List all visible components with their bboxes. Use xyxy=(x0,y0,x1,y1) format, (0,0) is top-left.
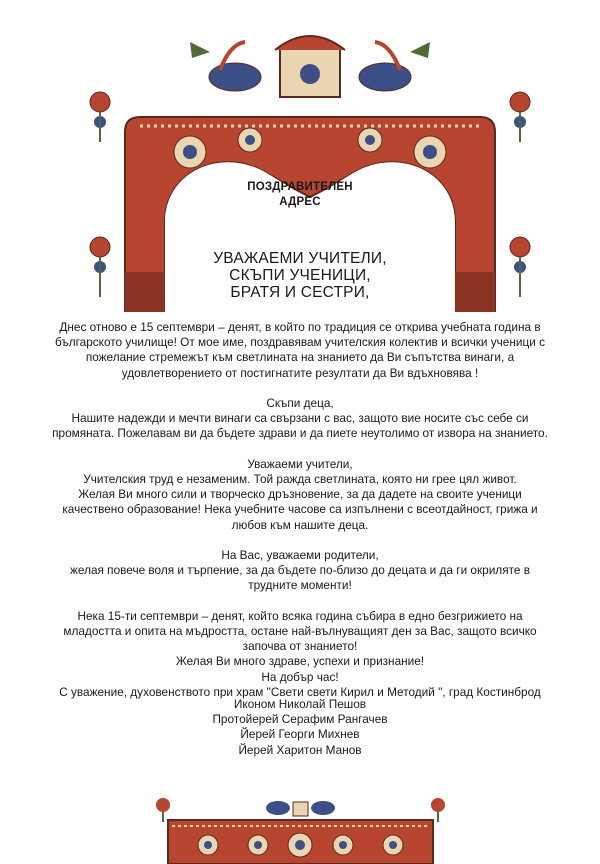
text-line: промяната. Пожелавам ви да бъдете здрави и да пиете неутолимо от извора на знанието. xyxy=(52,426,548,441)
text-line: Нека 15-ти септември – денят, който всяка година събира в едно безгрижието на xyxy=(77,608,523,623)
text-line: Скъпи деца, xyxy=(266,396,334,410)
greeting-block xyxy=(150,250,450,301)
signature-line: Иконом Николай Пешов xyxy=(233,697,367,711)
signature-line: Йерей Харитон Манов xyxy=(238,742,362,757)
text-line: На Вас, уважаеми родители, xyxy=(221,548,379,562)
text-line: Желая Ви много здраве, успехи и признание! xyxy=(175,654,425,669)
text-line: удовлетворението от постигнатите резултати да Ви вдъхновява ! xyxy=(121,365,479,380)
signatures-block xyxy=(150,697,450,758)
signature-line: Йерей Георги Михнев xyxy=(240,727,360,742)
text-line: желая повече воля и търпение, за да бъдете по-близо до децата и да ги окриляте в xyxy=(70,563,530,578)
paragraph-intro xyxy=(20,320,580,381)
address-heading xyxy=(200,180,400,210)
text-line: Нашите надежди и мечти винаги са свързани с вас, защото вие носите със себе си xyxy=(71,411,529,426)
text-line: Днес отново е 15 септември – денят, в който по традиция се открива учебната година в xyxy=(59,320,541,334)
letter-body xyxy=(20,320,580,700)
paragraph-teachers xyxy=(20,457,580,533)
signature-line: Протойерей Серафим Рангачев xyxy=(212,712,388,727)
text-line: трудните моменти! xyxy=(248,578,352,593)
paragraph-closing xyxy=(20,609,580,700)
paragraph-parents xyxy=(20,548,580,594)
text-line: качествено образование! Нека учебните часове са изпълнени с всеотдайност, грижа и xyxy=(62,502,538,517)
ornamental-footer-illustration xyxy=(148,790,453,864)
text-line: българското училище! От мое име, поздравявам учителския колектив и всички ученици с xyxy=(55,335,545,350)
text-line: Учителския труд е незаменим. Той ражда светлината, която ни грее цял живот. xyxy=(83,472,517,486)
text-line: С уважение, духовенството при храм "Свети свети Кирил и Методий ", град Костинброд xyxy=(59,684,541,699)
text-line: Желая Ви много сили и творческо дръзновение, за да дадете на своите ученици xyxy=(78,487,522,502)
text-line: започва от знанието! xyxy=(242,639,358,654)
heading-line: ПОЗДРАВИТЕЛЕН xyxy=(247,181,353,193)
greeting-line: УВАЖАЕМИ УЧИТЕЛИ, xyxy=(213,250,387,267)
text-line: Уважаеми учители, xyxy=(247,456,353,471)
paragraph-children xyxy=(20,396,580,442)
text-line: На добър час! xyxy=(261,669,339,684)
heading-line: АДРЕС xyxy=(279,196,321,208)
greeting-line: БРАТЯ И СЕСТРИ, xyxy=(230,284,370,301)
text-line: пожелание стремежът към светлината на знанието да Ви съпътства винаги, а xyxy=(85,350,515,365)
greeting-line: СКЪПИ УЧЕНИЦИ, xyxy=(229,267,371,284)
text-line: младостта и опита на мъдростта, остане най-вълнуващият ден за Вас, защото всичко xyxy=(63,624,537,638)
text-line: любов към нашите деца. xyxy=(231,517,369,532)
